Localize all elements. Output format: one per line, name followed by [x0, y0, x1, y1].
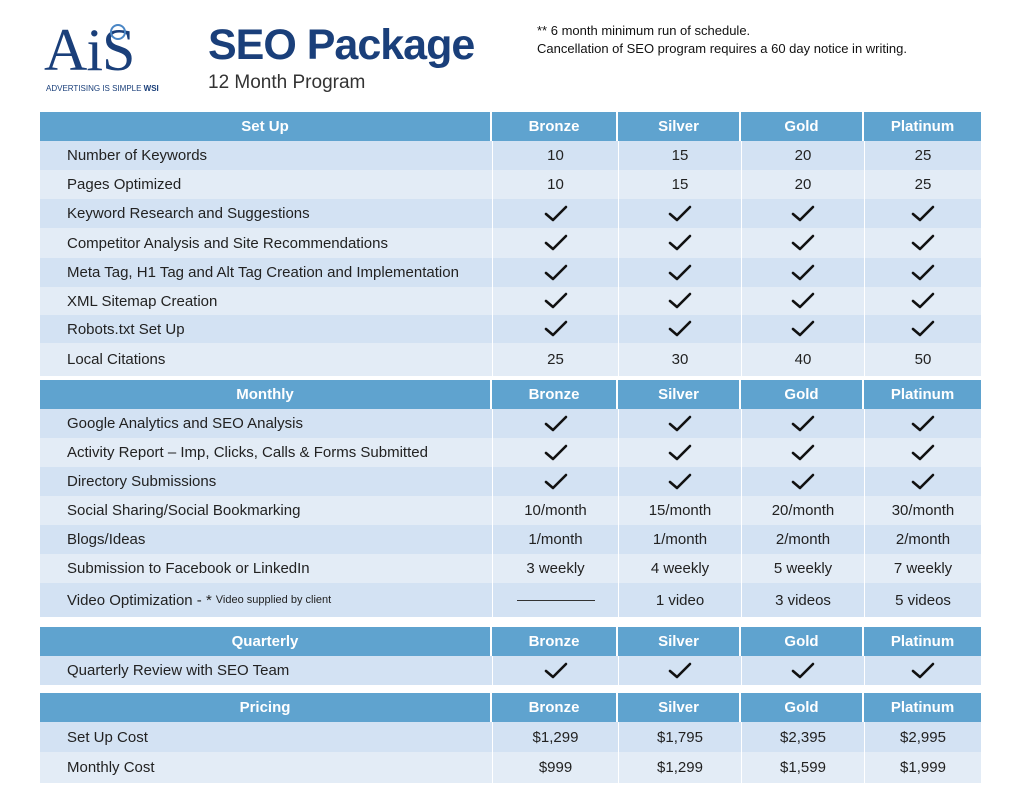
- row-label: Pages Optimized: [67, 176, 182, 193]
- cell-gold: $1,599: [741, 752, 864, 783]
- tier-header-gold: Gold: [741, 112, 864, 141]
- row-label: Blogs/Ideas: [67, 531, 146, 548]
- cell-bronze: [492, 467, 618, 496]
- table-row: [40, 467, 981, 496]
- cell-platinum: [864, 228, 981, 258]
- table-row: [40, 141, 981, 170]
- cell-silver: 15: [618, 141, 741, 170]
- cell-silver: 30: [618, 343, 741, 376]
- cell-silver: [618, 199, 741, 228]
- pricing-heading: Pricing: [40, 693, 492, 722]
- check-icon: [668, 444, 692, 462]
- cell-bronze: $1,299: [492, 722, 618, 752]
- table-row: [40, 496, 981, 525]
- cell-gold: $2,395: [741, 722, 864, 752]
- cell-platinum: $2,995: [864, 722, 981, 752]
- check-icon: [911, 205, 935, 223]
- cell-platinum: [864, 438, 981, 467]
- logo-tagline: ADVERTISING IS SIMPLE WSI: [46, 84, 159, 93]
- row-label: Competitor Analysis and Site Recommendations: [67, 234, 388, 252]
- cell-silver: 4 weekly: [618, 554, 741, 583]
- tier-header-silver: Silver: [618, 627, 741, 656]
- row-label: Number of Keywords: [67, 147, 208, 164]
- tier-header-silver: Silver: [618, 380, 741, 409]
- cell-gold: 40: [741, 343, 864, 376]
- cell-platinum: 5 videos: [864, 583, 981, 617]
- cell-silver: [618, 258, 741, 287]
- monthly-header-row: [40, 380, 981, 409]
- cell-silver: [618, 228, 741, 258]
- cell-gold: [741, 467, 864, 496]
- cell-platinum: 50: [864, 343, 981, 376]
- cell-platinum: [864, 467, 981, 496]
- cell-bronze: 25: [492, 343, 618, 376]
- table-row: [40, 438, 981, 467]
- cell-silver: [618, 656, 741, 685]
- check-icon: [668, 234, 692, 252]
- logo-wordmark: AiS: [44, 17, 135, 83]
- ais-logo: [44, 18, 184, 100]
- row-label: Robots.txt Set Up: [67, 320, 185, 338]
- setup-header-row: [40, 112, 981, 141]
- table-row: [40, 315, 981, 343]
- cell-platinum: [864, 287, 981, 315]
- row-label: Activity Report – Imp, Clicks, Calls & Forms Submitted: [67, 444, 428, 461]
- check-icon: [668, 320, 692, 338]
- check-icon: [668, 292, 692, 310]
- check-icon: [544, 444, 568, 462]
- table-row: [40, 170, 981, 199]
- check-icon: [544, 205, 568, 223]
- table-row: [40, 287, 981, 315]
- cell-silver: 15/month: [618, 496, 741, 525]
- row-label: Keyword Research and Suggestions: [67, 205, 310, 222]
- tier-header-gold: Gold: [741, 627, 864, 656]
- setup-heading: Set Up: [40, 112, 492, 141]
- cell-platinum: 7 weekly: [864, 554, 981, 583]
- cell-gold: 5 weekly: [741, 554, 864, 583]
- table-row: [40, 583, 981, 617]
- check-icon: [791, 415, 815, 433]
- table-row: [40, 228, 981, 258]
- row-label: Quarterly Review with SEO Team: [67, 662, 290, 679]
- cell-platinum: [864, 199, 981, 228]
- cell-platinum: [864, 409, 981, 438]
- page-subtitle: 12 Month Program: [208, 72, 366, 93]
- cell-bronze: [492, 656, 618, 685]
- cell-bronze: 10: [492, 141, 618, 170]
- table-row: [40, 343, 981, 376]
- pricing-table: [40, 693, 981, 783]
- cell-bronze: $999: [492, 752, 618, 783]
- check-icon: [911, 234, 935, 252]
- row-label: Set Up Cost: [67, 728, 148, 746]
- quarterly-header-row: [40, 627, 981, 656]
- tier-header-platinum: Platinum: [890, 633, 955, 650]
- cell-platinum: 25: [864, 170, 981, 199]
- check-icon: [791, 205, 815, 223]
- check-icon: [911, 662, 935, 680]
- check-icon: [544, 662, 568, 680]
- cell-silver: [618, 438, 741, 467]
- row-label: Meta Tag, H1 Tag and Alt Tag Creation and Implementation: [67, 264, 459, 281]
- cell-platinum: 25: [864, 141, 981, 170]
- check-icon: [911, 320, 935, 338]
- cell-gold: [741, 228, 864, 258]
- cell-platinum: 2/month: [864, 525, 981, 554]
- tier-header-gold: Gold: [741, 693, 864, 722]
- note-cancellation: Cancellation of SEO program requires a 60 day notice in writing.: [537, 41, 907, 56]
- tier-header-platinum: Platinum: [890, 118, 955, 135]
- check-icon: [791, 320, 815, 338]
- check-icon: [791, 292, 815, 310]
- check-icon: [544, 415, 568, 433]
- table-row: [40, 409, 981, 438]
- check-icon: [544, 473, 568, 491]
- dash-line: [517, 600, 595, 601]
- monthly-heading: Monthly: [40, 380, 492, 409]
- row-label: Local Citations: [67, 351, 166, 368]
- check-icon: [668, 264, 692, 282]
- check-icon: [544, 264, 568, 282]
- cell-gold: 20/month: [741, 496, 864, 525]
- table-row: [40, 258, 981, 287]
- cell-platinum: $1,999: [864, 752, 981, 783]
- check-icon: [911, 292, 935, 310]
- check-icon: [911, 415, 935, 433]
- check-icon: [544, 234, 568, 252]
- tier-header-gold: Gold: [741, 380, 864, 409]
- check-icon: [791, 444, 815, 462]
- cell-bronze: [492, 287, 618, 315]
- cell-bronze: [492, 438, 618, 467]
- page-title: SEO Package: [208, 21, 475, 69]
- check-icon: [791, 234, 815, 252]
- cell-gold: [741, 258, 864, 287]
- cell-gold: [741, 438, 864, 467]
- note-minimum-run: ** 6 month minimum run of schedule.: [537, 23, 751, 38]
- row-label: Directory Submissions: [67, 473, 217, 490]
- row-label: XML Sitemap Creation: [67, 292, 218, 310]
- check-icon: [668, 205, 692, 223]
- check-icon: [544, 292, 568, 310]
- table-row: [40, 554, 981, 583]
- table-row: [40, 752, 981, 783]
- cell-bronze: [492, 315, 618, 343]
- cell-gold: 20: [741, 141, 864, 170]
- tier-header-bronze: Bronze: [492, 380, 618, 409]
- tier-header-platinum: Platinum: [890, 699, 955, 716]
- cell-bronze: [492, 583, 618, 617]
- cell-gold: [741, 199, 864, 228]
- cell-silver: 1/month: [618, 525, 741, 554]
- cell-bronze: [492, 409, 618, 438]
- row-note: Video supplied by client: [215, 594, 332, 606]
- cell-gold: [741, 287, 864, 315]
- cell-bronze: 3 weekly: [492, 554, 618, 583]
- cell-platinum: [864, 656, 981, 685]
- cell-gold: [741, 409, 864, 438]
- row-label: Video Optimization - * Video supplied by client: [67, 591, 332, 609]
- cell-silver: [618, 409, 741, 438]
- check-icon: [791, 264, 815, 282]
- cell-bronze: [492, 228, 618, 258]
- row-label: Google Analytics and SEO Analysis: [67, 415, 303, 432]
- terms-notes: [537, 22, 907, 58]
- cell-gold: 2/month: [741, 525, 864, 554]
- cell-silver: [618, 315, 741, 343]
- cell-bronze: 1/month: [492, 525, 618, 554]
- quarterly-heading: Quarterly: [40, 627, 492, 656]
- monthly-table: [40, 380, 981, 617]
- quarterly-table: [40, 627, 981, 685]
- check-icon: [668, 473, 692, 491]
- check-icon: [668, 415, 692, 433]
- cell-silver: 1 video: [618, 583, 741, 617]
- tier-header-bronze: Bronze: [492, 627, 618, 656]
- globe-icon: [110, 24, 126, 40]
- cell-silver: $1,299: [618, 752, 741, 783]
- cell-gold: [741, 315, 864, 343]
- row-label: Submission to Facebook or LinkedIn: [67, 560, 310, 577]
- cell-bronze: 10/month: [492, 496, 618, 525]
- cell-silver: 15: [618, 170, 741, 199]
- tier-header-silver: Silver: [618, 112, 741, 141]
- check-icon: [544, 320, 568, 338]
- cell-gold: 3 videos: [741, 583, 864, 617]
- check-icon: [911, 473, 935, 491]
- cell-platinum: [864, 258, 981, 287]
- cell-silver: $1,795: [618, 722, 741, 752]
- check-icon: [668, 662, 692, 680]
- tier-header-silver: Silver: [618, 693, 741, 722]
- table-row: [40, 525, 981, 554]
- setup-table: [40, 112, 981, 376]
- table-row: [40, 656, 981, 685]
- check-icon: [911, 444, 935, 462]
- cell-bronze: [492, 199, 618, 228]
- cell-gold: 20: [741, 170, 864, 199]
- pricing-header-row: [40, 693, 981, 722]
- cell-bronze: 10: [492, 170, 618, 199]
- tier-header-bronze: Bronze: [492, 112, 618, 141]
- check-icon: [791, 473, 815, 491]
- table-row: [40, 199, 981, 228]
- tier-header-bronze: Bronze: [492, 693, 618, 722]
- cell-silver: [618, 287, 741, 315]
- cell-bronze: [492, 258, 618, 287]
- tier-header-platinum: Platinum: [890, 386, 955, 403]
- row-label: Monthly Cost: [67, 759, 155, 776]
- cell-platinum: 30/month: [864, 496, 981, 525]
- cell-platinum: [864, 315, 981, 343]
- cell-gold: [741, 656, 864, 685]
- check-icon: [791, 662, 815, 680]
- row-label: Social Sharing/Social Bookmarking: [67, 502, 301, 519]
- check-icon: [911, 264, 935, 282]
- table-row: [40, 722, 981, 752]
- cell-silver: [618, 467, 741, 496]
